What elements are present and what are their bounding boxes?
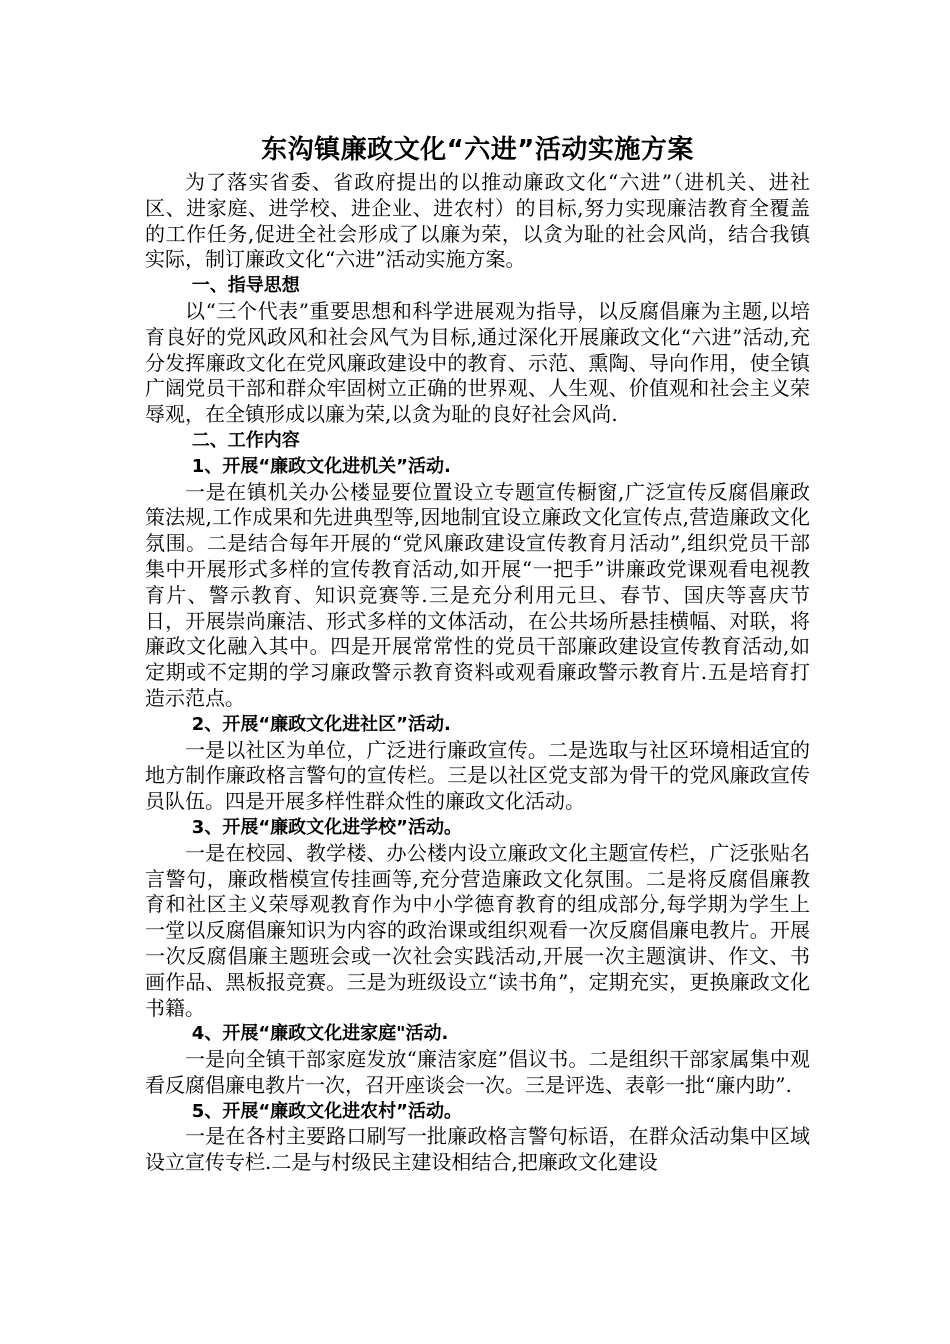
into-villages-paragraph: 一是在各村主要路口刷写一批廉政格言警句标语，在群众活动集中区域设立宣传专栏.二是与村级民主建设相结合,把廉政文化建设 xyxy=(145,1124,810,1175)
guiding-ideology-paragraph: 以“三个代表”重要思想和科学进展观为指导，以反腐倡廉为主题,以培育良好的党风政风和社会风气为目标,通过深化开展廉政文化“六进”活动,充分发挥廉政文化在党风廉政建设中的教育、示范、熏陶、导向作用，使全镇广阔党员干部和群众牢固树立正确的世界观、人生观、价值观和社会主义荣辱观，在全镇形成以廉为荣,以贪为耻的良好社会风尚. xyxy=(145,298,810,427)
intro-paragraph: 为了落实省委、省政府提出的以推动廉政文化“六进”（进机关、进社区、进家庭、进学校、进企业、进农村）的目标,努力实现廉洁教育全覆盖的工作任务,促进全社会形成了以廉为荣，以贪为耻的社会风尚，结合我镇实际，制订廉政文化“六进”活动实施方案。 xyxy=(145,170,810,272)
document-page xyxy=(145,130,810,1176)
document-title: 东沟镇廉政文化“六进”活动实施方案 xyxy=(261,135,694,165)
into-schools-paragraph: 一是在校园、教学楼、办公楼内设立廉政文化主题宣传栏，广泛张贴名言警句，廉政楷模宣传挂画等,充分营造廉政文化氛围。二是将反腐倡廉教育和社区主义荣辱观教育作为中小学德育教育的组成部分,每学期为学生上一堂以反腐倡廉知识为内容的政治课或组织观看一次反腐倡廉电教片。开展一次反腐倡廉主题班会或一次社会实践活动,开展一次主题演讲、作文、书画作品、黑板报竞赛。三是为班级设立“读书角”，定期充实，更换廉政文化书籍。 xyxy=(145,840,810,1020)
section-heading-work-content: 二、工作内容 xyxy=(191,429,300,451)
into-communities-paragraph: 一是以社区为单位，广泛进行廉政宣传。二是选取与社区环境相适宜的地方制作廉政格言警句的宣传栏。三是以社区党支部为骨干的党风廉政宣传员队伍。四是开展多样性群众性的廉政文化活动。 xyxy=(145,737,810,814)
section-heading-guiding-ideology: 一、指导思想 xyxy=(191,275,300,297)
into-families-paragraph: 一是向全镇干部家庭发放“廉洁家庭”倡议书。二是组织干部家属集中观看反腐倡廉电教片一次，召开座谈会一次。三是评选、表彰一批“廉内助”. xyxy=(145,1047,810,1097)
subheading-into-communities: 2、开展“廉政文化进社区”活动. xyxy=(191,713,451,735)
subheading-into-schools: 3、开展“廉政文化进学校”活动。 xyxy=(191,816,462,838)
into-agencies-paragraph: 一是在镇机关办公楼显要位置设立专题宣传橱窗,广泛宣传反腐倡廉政策法规,工作成果和先进典型等,因地制宜设立廉政文化宣传点,营造廉政文化氛围。二是结合每年开展的“党风廉政建设宣传教育月活动”,组织党员干部集中开展形式多样的宣传教育活动,如开展“一把手”讲廉政党课观看电视教育片、警示教育、知识竞赛等.三是充分利用元旦、春节、国庆等喜庆节日，开展崇尚廉洁、形式多样的文体活动，在公共场所悬挂横幅、对联，将廉政文化融入其中。四是开展常常性的党员干部廉政建设宣传教育活动,如定期或不定期的学习廉政警示教育资料或观看廉政警示教育片.五是培育打造示范点。 xyxy=(145,479,810,710)
subheading-into-agencies: 1、开展“廉政文化进机关”活动. xyxy=(191,455,451,477)
subheading-into-villages: 5、开展“廉政文化进农村”活动。 xyxy=(191,1100,462,1122)
subheading-into-families: 4、开展“廉政文化进家庭"活动. xyxy=(191,1023,449,1045)
